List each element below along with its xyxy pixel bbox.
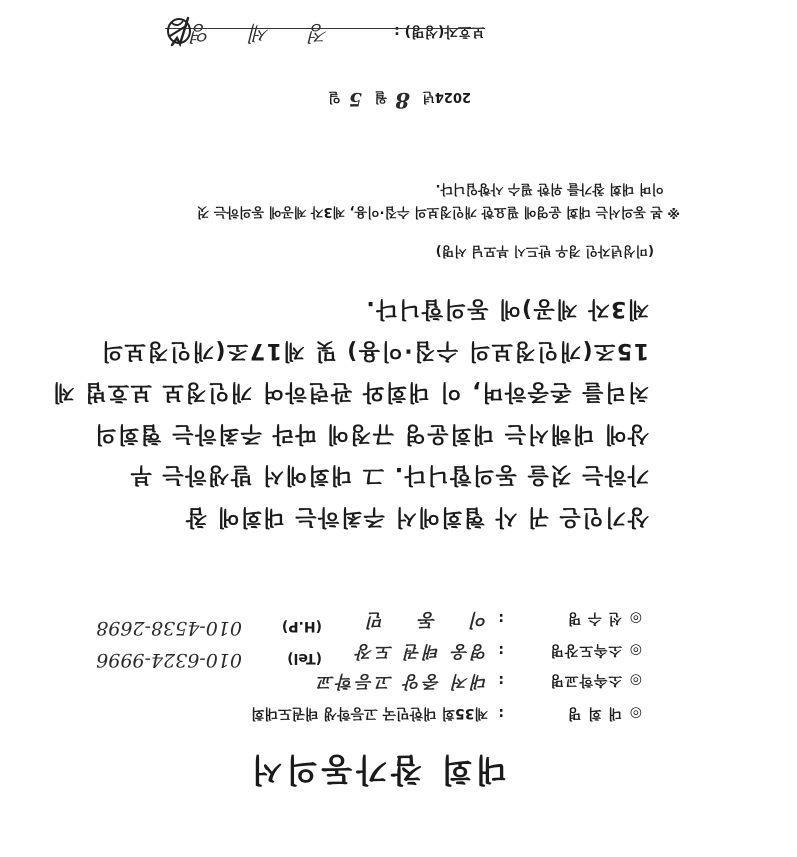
athlete-name-value: 이 동 민 xyxy=(353,609,488,630)
event-name-value: 제35회 대한민국 고등학생 태권도대회 xyxy=(251,705,488,721)
info-row-dojang: ◎소속도장명:영웅 태권 도장 xyxy=(353,641,642,661)
pledge-line: 상에 대해서는 대회운영 규정에 따라 주최하는 협회의 xyxy=(93,421,649,446)
bullet: ◎ xyxy=(629,672,642,688)
pledge-line: 가하는 것을 동의합니다. 그 대회에서 발생하는 부 xyxy=(129,462,649,488)
document-title: 대회 참가동의서 xyxy=(247,751,507,789)
bullet: ◎ xyxy=(629,642,642,658)
bullet: ◎ xyxy=(629,610,642,626)
pledge-line: 15조(개인정보의 수집·이용) 및 제17조(개인정보의 xyxy=(100,338,649,363)
school-name-value: 대저 중앙 고등학교 xyxy=(314,671,488,691)
minor-signature-note: (미성년자인 경우 반드시 부모님 서명) xyxy=(435,243,654,258)
notice-line: ※ 본 동의서는 대회 운영에 필요한 개인정보의 수집·이용, 제3자 제공에 동의하는 것 xyxy=(196,204,680,219)
signature-line xyxy=(165,28,485,29)
date-day-unit: 일 xyxy=(328,89,341,104)
pledge-line: 처리를 존중하며, 이 대회와 관련하여 개인정보 보호법 제 xyxy=(51,379,649,405)
pledge-line: 상기인은 귀 사 협회에서 주최하는 대회에 참 xyxy=(184,504,649,529)
info-row-event: ◎대 회 명:제35회 대한민국 고등학생 태권도대회 xyxy=(251,704,642,724)
date-year: 2024년 xyxy=(422,89,471,104)
dojang-tel-value: 010-6324-9996 xyxy=(96,649,242,671)
notice-line: 이며 대회 참가를 위한 필수 사항입니다. xyxy=(435,181,664,196)
athlete-phone-value: 010-4538-2698 xyxy=(96,617,242,639)
athlete-phone-label: (H.P) xyxy=(281,618,322,634)
signing-date xyxy=(328,88,471,113)
info-row-athlete: ◎선 수 명:이 동 민 xyxy=(353,609,642,630)
consent-paragraph xyxy=(51,288,649,537)
guardian-label: 보호자(성명) : xyxy=(394,23,485,39)
dojang-tel-label: (Tel) xyxy=(287,650,322,666)
info-row-school: ◎소속학교명:대저 중앙 고등학교 xyxy=(314,671,642,691)
guardian-name: 정 세 영 xyxy=(174,21,329,45)
info-label: 대 회 명 xyxy=(566,705,622,721)
info-label: 소속학교명 xyxy=(549,672,622,688)
dojang-name-value: 영웅 태권 도장 xyxy=(353,641,488,661)
info-label: 선 수 명 xyxy=(566,610,622,626)
date-month: 8 xyxy=(395,88,410,113)
date-month-unit: 월 xyxy=(374,89,388,104)
pledge-line: 제3자 제공)에 동의합니다. xyxy=(364,296,649,322)
signature-seal-icon xyxy=(164,14,194,48)
bullet: ◎ xyxy=(629,705,642,721)
info-label: 소속도장명 xyxy=(549,642,622,658)
date-day: 5 xyxy=(348,88,362,110)
